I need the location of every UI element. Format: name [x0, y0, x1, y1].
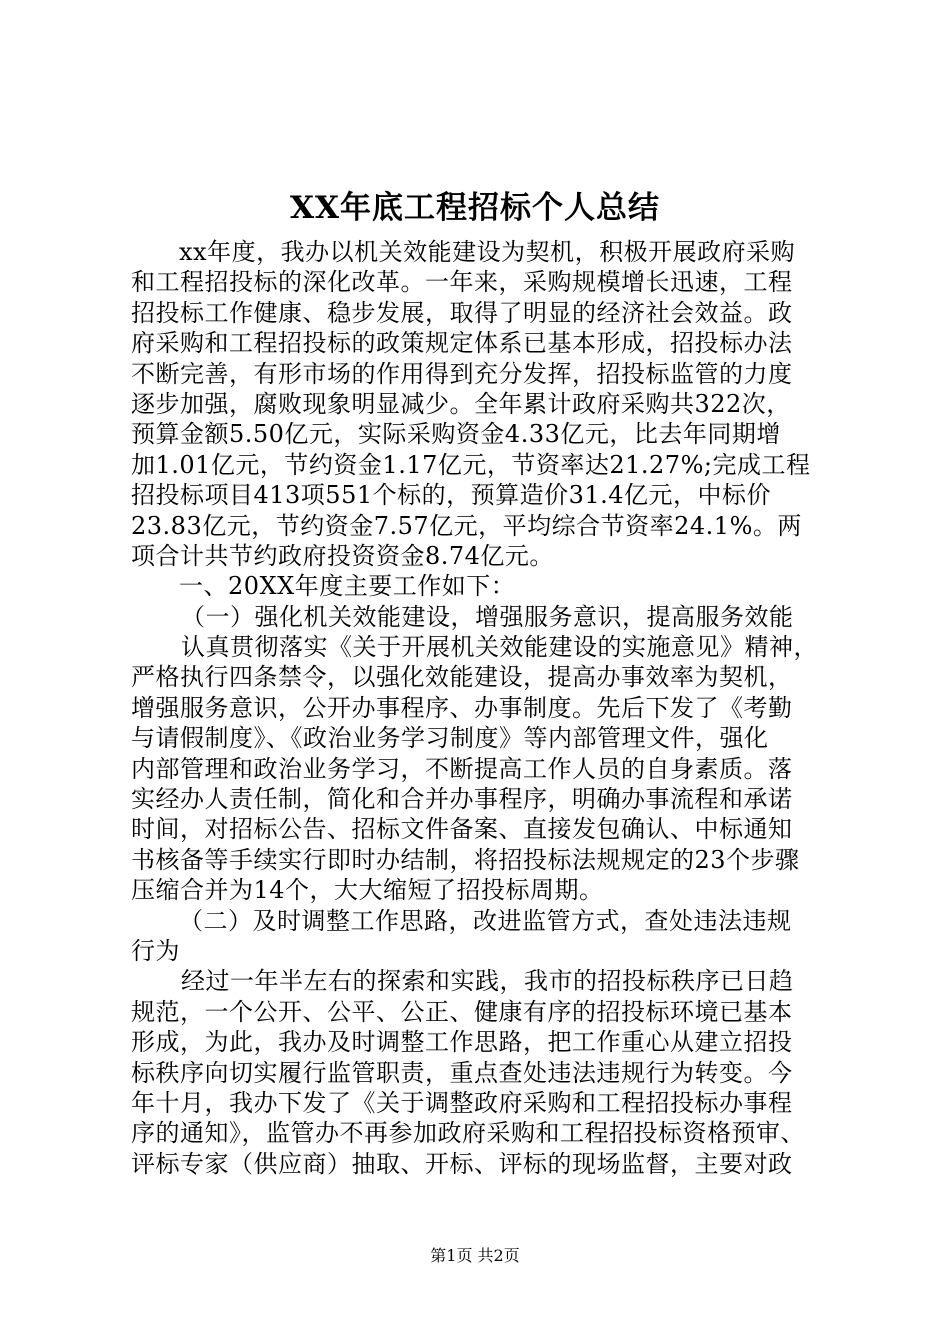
- body-line: 标秩序向切实履行监管职责，重点查处违法违规行为转变。今: [131, 1058, 793, 1087]
- body-line: 和工程招投标的深化改革。一年来，采购规模增长迅速，工程: [131, 268, 793, 297]
- section-heading: 一、20XX年度主要工作如下：: [179, 572, 516, 601]
- body-line: 加1.01亿元，节约资金1.17亿元，节资率达21.27%;完成工程: [131, 450, 811, 479]
- body-line: 实经办人责任制，简化和合并办事程序，明确办事流程和承诺: [131, 785, 793, 814]
- body-line: 评标专家（供应商）抽取、开标、评标的现场监督，主要对政: [131, 1149, 793, 1178]
- body-line: 预算金额5.50亿元，实际采购资金4.33亿元，比去年同期增: [131, 420, 781, 449]
- body-line: 逐步加强，腐败现象明显减少。全年累计政府采购共322次，: [131, 389, 791, 418]
- body-line: 增强服务意识，公开办事程序、办事制度。先后下发了《考勤: [131, 693, 793, 722]
- body-line: 与请假制度》、《政治业务学习制度》等内部管理文件，强化: [131, 724, 769, 753]
- subsection-heading: （一）强化机关效能建设，增强服务意识，提高服务效能: [181, 602, 794, 631]
- body-line: 府采购和工程招投标的政策规定体系已基本形成，招投标办法: [131, 329, 793, 358]
- body-line: 23.83亿元，节约资金7.57亿元，平均综合节资率24.1%。两: [131, 511, 802, 540]
- body-line: 不断完善，有形市场的作用得到充分发挥，招投标监管的力度: [131, 359, 793, 388]
- body-line: 形成，为此，我办及时调整工作思路，把工作重心从建立招投: [131, 1028, 793, 1057]
- body-line: 规范，一个公开、公平、公正、健康有序的招投标环境已基本: [131, 997, 793, 1026]
- document-body: [131, 237, 831, 1179]
- body-line: xx年度，我办以机关效能建设为契机，积极开展政府采购: [179, 238, 796, 266]
- body-line: 经过一年半左右的探索和实践，我市的招投标秩序已日趋: [181, 967, 794, 996]
- body-line: 内部管理和政治业务学习，不断提高工作人员的自身素质。落: [131, 754, 793, 783]
- body-line: 招投标项目413项551个标的，预算造价31.4亿元，中标价: [131, 481, 772, 510]
- page-number: 第1页 共2页: [430, 1246, 520, 1265]
- body-line: 认真贯彻落实《关于开展机关效能建设的实施意见》精神，: [181, 633, 818, 662]
- body-line: 年十月，我办下发了《关于调整政府采购和工程招投标办事程: [131, 1088, 793, 1117]
- body-line: 招投标工作健康、稳步发展，取得了明显的经济社会效益。政: [131, 298, 793, 327]
- subsection-heading: （二）及时调整工作思路，改进监管方式，查处违法违规: [179, 906, 792, 935]
- document-title: XX年底工程招标个人总结: [289, 190, 661, 226]
- body-line: 压缩合并为14个，大大缩短了招投标周期。: [131, 876, 604, 905]
- body-line: 书核备等手续实行即时办结制，将招投标法规规定的23个步骤: [131, 845, 800, 874]
- body-line: 序的通知》，监管办不再参加政府采购和工程招投标资格预审、: [131, 1119, 805, 1148]
- body-line: 时间，对招标公告、招标文件备案、直接发包确认、中标通知: [131, 815, 793, 844]
- body-line: 项合计共节约政府投资资金8.74亿元。: [131, 541, 554, 570]
- body-line: 行为: [131, 936, 180, 965]
- body-line: 严格执行四条禁令，以强化效能建设，提高办事效率为契机，: [131, 663, 793, 692]
